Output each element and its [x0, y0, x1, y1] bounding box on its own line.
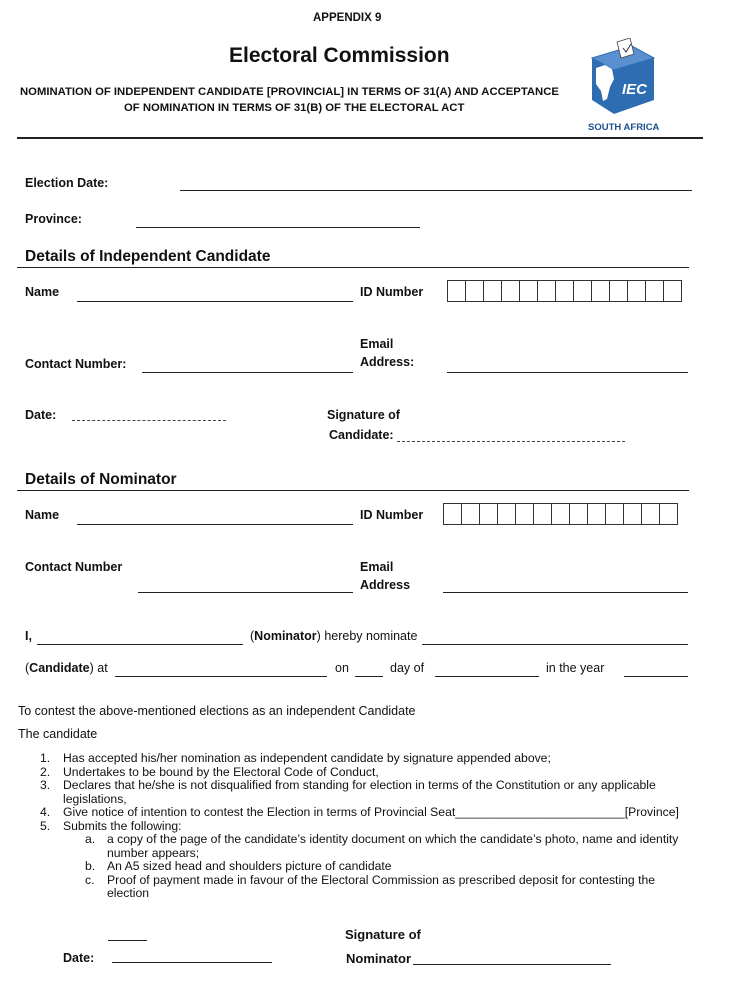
candidate-contact-field[interactable]	[142, 372, 353, 373]
month-field[interactable]	[435, 676, 539, 677]
candidate-contact-label: Contact Number:	[25, 357, 127, 371]
nominator-section-divider	[17, 490, 689, 491]
nominator-email-field[interactable]	[443, 592, 688, 593]
nominator-section-heading: Details of Nominator	[25, 471, 177, 488]
list-item: b. An A5 sized head and shoulders picture of candidate	[85, 859, 392, 873]
election-date-label: Election Date:	[25, 176, 109, 190]
on-text: on	[335, 661, 349, 675]
candidate-id-field[interactable]	[447, 280, 682, 302]
footer-date-label: Date:	[63, 951, 95, 965]
footer-signature-label-2: Nominator	[346, 951, 411, 966]
list-item: c. Proof of payment made in favour of the Electoral Commission as prescribed deposit for contesting the election	[85, 872, 656, 900]
submission-sublist	[63, 833, 700, 901]
candidate-signature-field[interactable]	[397, 441, 625, 442]
list-item: 5. Submits the following: a. a copy of the page of the candidate’s identity document on which the candidate’s photo, name and identity number appears; b. An A5 sized head and shoulders picture of candidate c. Proof of payment made in favour of the Electoral Commission as prescribed deposit for contesting the election	[40, 820, 700, 901]
page-title: Electoral Commission	[229, 44, 450, 67]
candidate-date-field[interactable]	[72, 420, 226, 421]
in-the-year-text: in the year	[546, 661, 605, 675]
nominator-full-name-field[interactable]	[37, 644, 243, 645]
ballot-box-icon	[584, 38, 664, 116]
election-date-field[interactable]	[180, 190, 692, 191]
footer-date-field[interactable]	[112, 962, 272, 963]
list-item: 1. Has accepted his/her nomination as independent candidate by signature appended above;	[40, 751, 551, 765]
nominator-id-label: ID Number	[360, 508, 424, 522]
candidate-signature-label-2: Candidate:	[329, 428, 394, 442]
appendix-label: APPENDIX 9	[313, 12, 382, 24]
list-item: 3. Declares that he/she is not disqualified from standing for election in terms of the Constitution or any applicable legislations,	[40, 778, 656, 806]
statement-i-label: I,	[25, 629, 32, 643]
nominator-signature-field[interactable]	[413, 964, 611, 965]
nominator-name-label: Name	[25, 508, 60, 522]
svg-text:IEC: IEC	[622, 81, 648, 98]
candidate-date-label: Date:	[25, 408, 57, 422]
province-label: Province:	[25, 212, 82, 226]
the-candidate-text: The candidate	[18, 727, 98, 741]
nominator-email-label-2: Address	[360, 578, 411, 592]
logo-caption: SOUTH AFRICA	[588, 122, 660, 133]
day-field[interactable]	[355, 676, 383, 677]
footer-signature-label-1: Signature of	[345, 927, 421, 942]
candidate-email-label-2: Address:	[360, 355, 415, 369]
hereby-nominate-text: (Nominator) hereby nominate	[250, 629, 418, 643]
nominator-email-label-1: Email	[360, 560, 394, 574]
nominator-contact-label: Contact Number	[25, 560, 123, 574]
form-subtitle-line-2: OF NOMINATION IN TERMS OF 31(B) OF THE ELECTORAL ACT	[124, 102, 465, 114]
contest-line: To contest the above-mentioned elections as an independent Candidate	[18, 704, 416, 718]
form-subtitle-line-1: NOMINATION OF INDEPENDENT CANDIDATE [PROVINCIAL] IN TERMS OF 31(A) AND ACCEPTANCE	[20, 86, 559, 98]
candidate-email-field[interactable]	[447, 372, 688, 373]
list-item: a. a copy of the page of the candidate’s identity document on which the candidate’s photo, name and identity number appears;	[85, 832, 679, 860]
location-field[interactable]	[115, 676, 327, 677]
header-divider	[17, 137, 703, 139]
footer-short-rule	[108, 940, 147, 941]
year-field[interactable]	[624, 676, 688, 677]
nominator-contact-field[interactable]	[138, 592, 353, 593]
candidate-signature-label-1: Signature of	[327, 408, 400, 422]
nominator-name-field[interactable]	[77, 524, 353, 525]
province-field[interactable]	[136, 227, 420, 228]
day-of-text: day of	[390, 661, 425, 675]
candidate-section-heading: Details of Independent Candidate	[25, 248, 271, 265]
list-item: 2. Undertakes to be bound by the Electoral Code of Conduct,	[40, 764, 379, 779]
candidate-email-label-1: Email	[360, 337, 394, 351]
nominee-name-field[interactable]	[422, 644, 688, 645]
list-item: 4. Give notice of intention to contest the Election in terms of Provincial Seat_________________________[Province]	[40, 805, 679, 819]
candidate-name-label: Name	[25, 285, 60, 299]
candidate-name-field[interactable]	[77, 301, 353, 302]
conditions-list	[40, 752, 700, 901]
candidate-at-text: (Candidate) at	[25, 661, 108, 675]
candidate-id-label: ID Number	[360, 285, 424, 299]
candidate-section-divider	[17, 267, 689, 268]
nominator-id-field[interactable]	[443, 503, 678, 525]
iec-logo	[584, 38, 664, 136]
